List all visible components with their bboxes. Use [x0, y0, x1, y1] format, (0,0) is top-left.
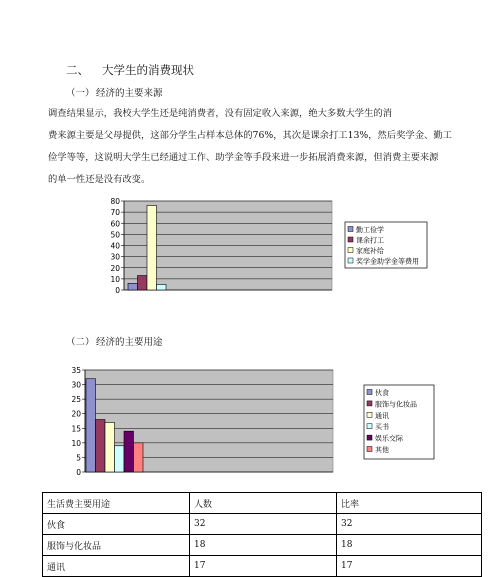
- bar: [157, 284, 167, 290]
- y-tick-label: 10: [71, 438, 81, 448]
- legend-swatch: [348, 258, 353, 263]
- table-cell: 32: [337, 514, 482, 535]
- y-tick-label: 30: [110, 252, 120, 262]
- legend-label: 服饰与化妆品: [375, 400, 417, 409]
- table-cell: 18: [190, 535, 337, 556]
- table-cell: 服饰与化妆品: [43, 535, 190, 556]
- table-cell: 通讯: [43, 556, 190, 577]
- table-cell: 18: [337, 535, 482, 556]
- table-row: [43, 556, 482, 577]
- legend-label: 其他: [375, 446, 389, 454]
- legend-label: 伙食: [375, 389, 389, 397]
- y-tick-label: 5: [76, 453, 81, 463]
- table-cell: 17: [190, 556, 337, 577]
- y-tick-label: 70: [110, 208, 120, 218]
- legend-swatch: [348, 248, 353, 253]
- y-tick-label: 20: [71, 409, 81, 419]
- paragraph-line: 费来源主要是父母提供，这部分学生占样本总体的76%，其次是课余打工13%，然后奖学金、勤工: [48, 130, 452, 141]
- subsection-title-2: 经济的主要用途: [96, 337, 163, 348]
- legend-label: 课余打工: [356, 236, 384, 245]
- y-tick-label: 25: [71, 395, 81, 405]
- bar: [134, 443, 144, 472]
- table-row: [43, 514, 482, 535]
- y-tick-label: 50: [110, 230, 120, 240]
- table-header-row: [43, 493, 482, 514]
- section-number: 二、: [66, 63, 89, 77]
- legend-label: 奖学金助学金等费用: [356, 257, 419, 266]
- table-cell: 伙食: [43, 514, 190, 535]
- legend-swatch: [367, 447, 372, 452]
- bar: [115, 446, 125, 472]
- y-tick-label: 0: [115, 286, 120, 295]
- legend-swatch: [367, 424, 372, 429]
- legend-swatch: [367, 401, 372, 406]
- bar: [128, 283, 138, 290]
- section-title: 大学生的消费现状: [102, 63, 194, 77]
- legend-swatch: [367, 390, 372, 395]
- table-header-cell: 生活费主要用途: [43, 493, 190, 514]
- y-tick-label: 20: [110, 263, 120, 273]
- y-tick-label: 80: [110, 197, 120, 206]
- legend-label: 家庭补给: [356, 247, 384, 255]
- legend-label: 勤工俭学: [356, 226, 384, 234]
- subsection-number-2: （二）: [66, 337, 95, 348]
- paragraph-line: 的单一性还是没有改变。: [48, 174, 151, 185]
- bar: [86, 379, 96, 472]
- y-tick-label: 60: [110, 219, 120, 229]
- y-tick-label: 10: [110, 274, 120, 284]
- y-tick-label: 35: [71, 366, 81, 375]
- spending-table: [42, 492, 482, 577]
- table-cell: 17: [337, 556, 482, 577]
- table-header-cell: 比率: [337, 493, 482, 514]
- subsection-title-1: 经济的主要来源: [96, 88, 163, 99]
- y-tick-label: 30: [71, 380, 81, 390]
- table-row: [43, 535, 482, 556]
- legend-label: 娱乐交际: [375, 434, 403, 443]
- bar: [138, 276, 148, 290]
- table-header-cell: 人数: [190, 493, 337, 514]
- legend-swatch: [367, 435, 372, 440]
- y-tick-label: 0: [76, 468, 81, 477]
- legend-label: 通讯: [375, 411, 389, 420]
- y-tick-label: 40: [110, 241, 120, 251]
- legend-swatch: [348, 237, 353, 242]
- bar: [147, 205, 157, 290]
- table-cell: 32: [190, 514, 337, 535]
- paragraph-line: 调查结果显示，我校大学生还是纯消费者，没有固定收入来源，绝大多数大学生的消: [48, 108, 392, 119]
- subsection-heading-2: [66, 334, 163, 348]
- bar: [124, 431, 134, 472]
- paragraph-line: 俭学等等，这说明大学生已经通过工作、助学金等手段来进一步拓展消费来源，但消费主要来源: [48, 152, 439, 163]
- y-tick-label: 15: [71, 424, 81, 434]
- legend-swatch: [348, 227, 353, 232]
- legend-swatch: [367, 412, 372, 417]
- subsection-number-1: （一）: [66, 88, 95, 99]
- bar: [96, 420, 106, 472]
- legend-label: 买书: [375, 423, 389, 432]
- bar: [105, 422, 115, 472]
